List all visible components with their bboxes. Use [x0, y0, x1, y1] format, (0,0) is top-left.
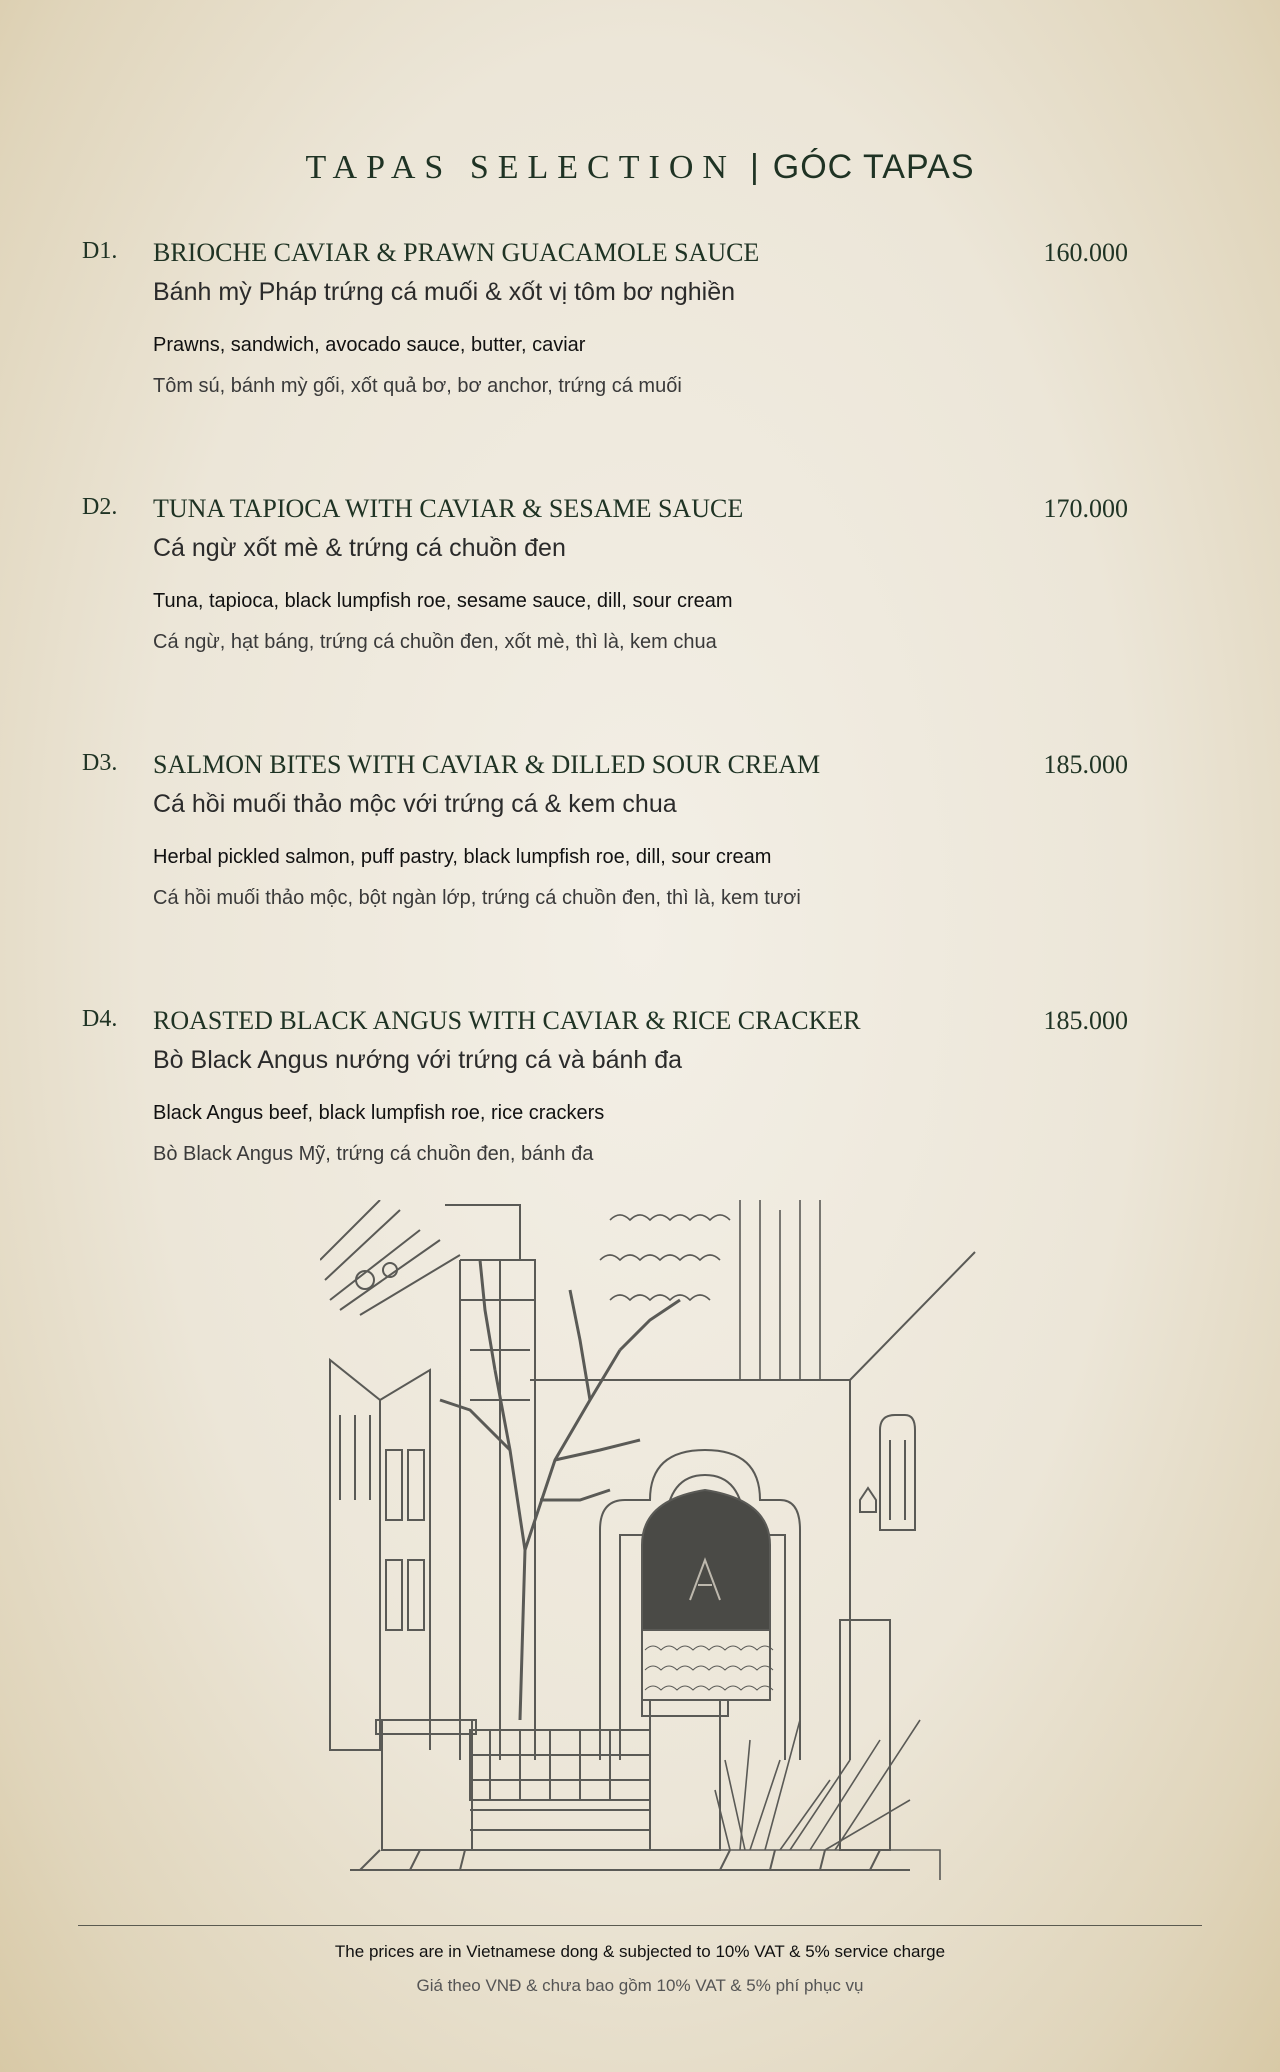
item-name-vietnamese: Bò Black Angus nướng với trứng cá và bánh đa: [153, 1046, 683, 1074]
item-ingredients-vietnamese: Cá ngừ, hạt báng, trứng cá chuồn đen, xốt mè, thì là, kem chua: [153, 631, 717, 653]
wall-sign: [860, 1415, 915, 1530]
item-name: TUNA TAPIOCA WITH CAVIAR & SESAME SAUCE: [153, 494, 744, 523]
item-price: 185.000: [1043, 750, 1128, 779]
item-name: BRIOCHE CAVIAR & PRAWN GUACAMOLE SAUCE: [153, 238, 760, 267]
footer-divider: [78, 1925, 1202, 1926]
item-price: 170.000: [1043, 494, 1128, 523]
item-ingredients: Tuna, tapioca, black lumpfish roe, sesame sauce, dill, sour cream: [153, 590, 733, 612]
item-code: D4.: [82, 1006, 118, 1032]
tree-branches: [440, 1260, 680, 1720]
foliage: [600, 1200, 820, 1380]
item-code: D3.: [82, 750, 118, 776]
arch-facade: [530, 1252, 975, 1760]
footer-note-english: The prices are in Vietnamese dong & subjected to 10% VAT & 5% service charge: [334, 1942, 946, 1961]
page-title: [0, 148, 1280, 187]
menu-item-d2: [0, 494, 1280, 694]
title-vietnamese: GÓC TAPAS: [772, 148, 975, 186]
item-ingredients: Black Angus beef, black lumpfish roe, rice crackers: [153, 1102, 605, 1124]
plants: [715, 1720, 940, 1880]
building-sketch-illustration: [320, 1200, 980, 1880]
item-price: 185.000: [1043, 1006, 1128, 1035]
item-ingredients-vietnamese: Bò Black Angus Mỹ, trứng cá chuồn đen, bánh đa: [153, 1143, 594, 1165]
item-name-vietnamese: Cá ngừ xốt mè & trứng cá chuồn đen: [153, 534, 566, 562]
item-ingredients: Herbal pickled salmon, puff pastry, black lumpfish roe, dill, sour cream: [153, 846, 772, 868]
footer-note-vietnamese: Giá theo VNĐ & chưa bao gồm 10% VAT & 5% phí phục vụ: [416, 1976, 864, 1995]
menu-item-d3: [0, 750, 1280, 950]
left-building: [320, 1200, 460, 1750]
item-name-vietnamese: Bánh mỳ Pháp trứng cá muối & xốt vị tôm bơ nghiền: [153, 278, 736, 306]
item-price: 160.000: [1043, 238, 1128, 267]
title-english: TAPAS SELECTION: [305, 149, 736, 186]
menu-item-d1: [0, 238, 1280, 438]
item-code: D2.: [82, 494, 118, 520]
item-code: D1.: [82, 238, 118, 264]
item-name: SALMON BITES WITH CAVIAR & DILLED SOUR CREAM: [153, 750, 821, 779]
item-name-vietnamese: Cá hồi muối thảo mộc với trứng cá & kem chua: [153, 790, 677, 818]
item-ingredients-vietnamese: Cá hồi muối thảo mộc, bột ngàn lớp, trứng cá chuồn đen, thì là, kem tươi: [153, 887, 801, 909]
item-name: ROASTED BLACK ANGUS WITH CAVIAR & RICE CRACKER: [153, 1006, 861, 1035]
title-separator: |: [749, 148, 759, 186]
item-ingredients: Prawns, sandwich, avocado sauce, butter, caviar: [153, 334, 586, 356]
item-ingredients-vietnamese: Tôm sú, bánh mỳ gối, xốt quả bơ, bơ anchor, trứng cá muối: [153, 375, 682, 397]
menu-item-d4: [0, 1006, 1280, 1206]
